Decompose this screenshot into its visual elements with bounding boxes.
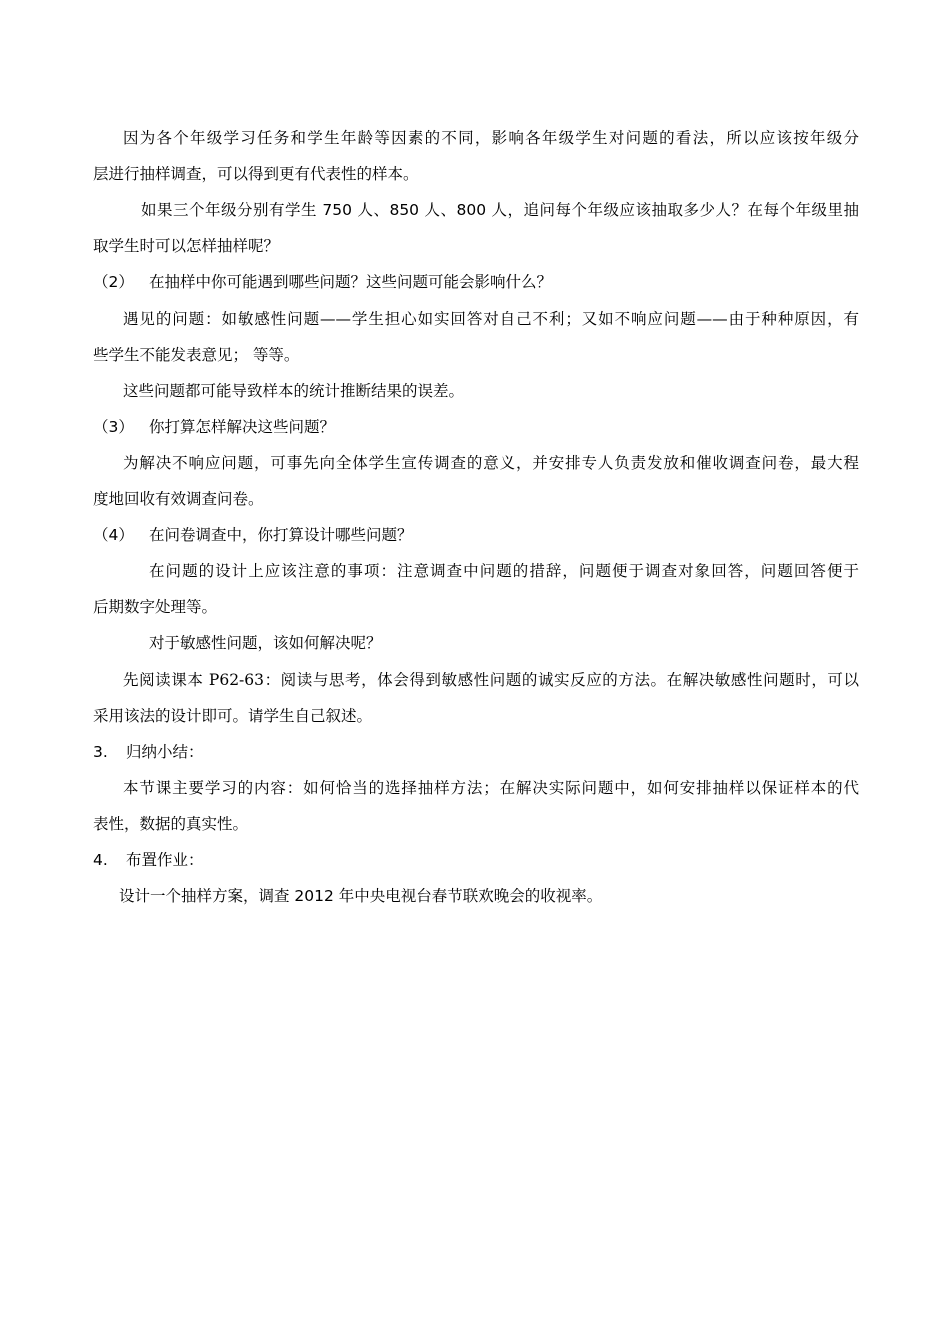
paragraph-line-10: 在问题的设计上应该注意的事项：注意调查中问题的措辞，问题便于调查对象回答，问题回答便于 (149, 562, 859, 580)
question-4 (93, 525, 413, 545)
paragraph-line-16: 表性，数据的真实性。 (93, 815, 249, 833)
paragraph-line-17: 设计一个抽样方案，调查 2012 年中央电视台春节联欢晚会的收视率。 (119, 887, 603, 905)
paragraph-line-9: 度地回收有效调查问卷。 (93, 490, 264, 508)
paragraph-line-12: 对于敏感性问题，该如何解决呢？ (149, 634, 382, 652)
section-4-title: 布置作业： (126, 851, 204, 869)
paragraph-line-13: 先阅读课本 P62-63：阅读与思考，体会得到敏感性问题的诚实反应的方法。在解决敏感性问题时，可以 (123, 671, 859, 689)
paragraph-line-8: 为解决不响应问题，可事先向全体学生宣传调查的意义，并安排专人负责发放和催收调查问卷，最大程 (123, 454, 859, 472)
paragraph-line-2: 层进行抽样调查，可以得到更有代表性的样本。 (93, 165, 419, 183)
paragraph-line-3: 如果三个年级分别有学生 750 人、850 人、800 人，追问每个年级应该抽取多少人？在每个年级里抽 (141, 201, 859, 219)
paragraph-line-14: 采用该法的设计即可。请学生自己叙述。 (93, 707, 373, 725)
question-2-number: （2） (93, 273, 134, 291)
paragraph-line-6: 些学生不能发表意见； 等等。 (93, 346, 300, 364)
question-3 (93, 417, 335, 437)
question-3-text: 你打算怎样解决这些问题？ (149, 418, 336, 436)
question-3-number: （3） (93, 418, 134, 436)
section-4-heading (93, 850, 204, 870)
question-2 (93, 272, 552, 292)
section-3-heading (93, 742, 204, 762)
question-4-number: （4） (93, 526, 134, 544)
paragraph-line-11: 后期数字处理等。 (93, 598, 218, 616)
question-2-text: 在抽样中你可能遇到哪些问题？这些问题可能会影响什么？ (149, 273, 553, 291)
section-3-title: 归纳小结： (126, 743, 204, 761)
paragraph-line-7: 这些问题都可能导致样本的统计推断结果的误差。 (123, 382, 465, 400)
question-4-text: 在问卷调查中，你打算设计哪些问题？ (149, 526, 413, 544)
section-4-number: 4. (93, 851, 108, 869)
paragraph-line-1: 因为各个年级学习任务和学生年龄等因素的不同，影响各年级学生对问题的看法，所以应该按年级分 (123, 129, 859, 147)
paragraph-line-4: 取学生时可以怎样抽样呢？ (93, 237, 280, 255)
paragraph-line-15: 本节课主要学习的内容：如何恰当的选择抽样方法；在解决实际问题中，如何安排抽样以保证样本的代 (123, 779, 859, 797)
paragraph-line-5: 遇见的问题：如敏感性问题——学生担心如实回答对自己不利；又如不响应问题——由于种种原因，有 (123, 310, 859, 328)
section-3-number: 3. (93, 743, 108, 761)
